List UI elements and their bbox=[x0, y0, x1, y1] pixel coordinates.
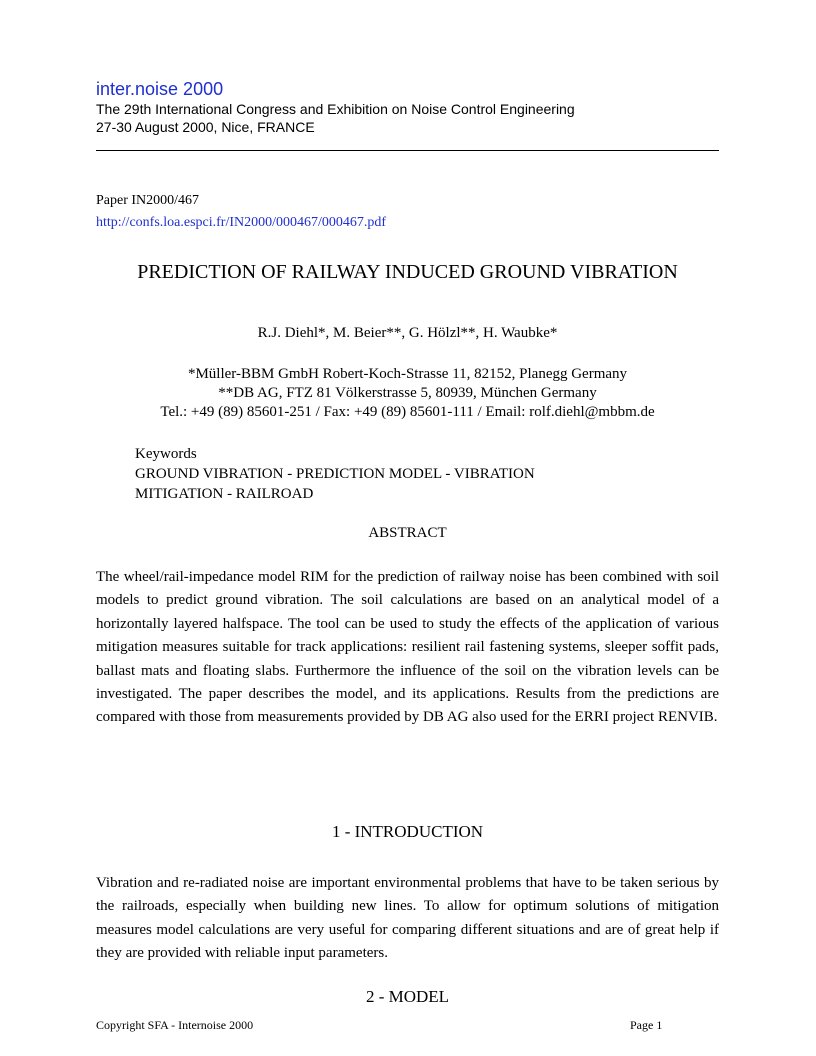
conference-name: inter.noise 2000 bbox=[96, 79, 224, 99]
paper-url-link[interactable]: http://confs.loa.espci.fr/IN2000/000467/000467.pdf bbox=[96, 215, 387, 230]
footer-page-number: Page 1 bbox=[630, 1018, 663, 1032]
introduction-heading: 1 - INTRODUCTION bbox=[331, 822, 484, 841]
keywords-line: GROUND VIBRATION - PREDICTION MODEL - VIBRATION bbox=[135, 466, 535, 482]
contact-line: Tel.: +49 (89) 85601-251 / Fax: +49 (89) 85601-111 / Email: rolf.diehl@mbbm.de bbox=[160, 404, 655, 420]
abstract-heading: ABSTRACT bbox=[368, 525, 447, 541]
keywords-line: MITIGATION - RAILROAD bbox=[135, 486, 314, 502]
author-list: R.J. Diehl*, M. Beier**, G. Hölzl**, H. Waubke* bbox=[257, 325, 558, 341]
affiliation-line: **DB AG, FTZ 81 Völkerstrasse 5, 80939, München Germany bbox=[218, 385, 597, 401]
introduction-paragraph: Vibration and re-radiated noise are important environmental problems that have to be taken serious by the railroads, especially when building new lines. To allow for optimum solutions of mitigation measures model calculations are very useful for comparing different situations and are of great help if they are provided with reliable input parameters. bbox=[96, 875, 719, 962]
abstract-paragraph: The wheel/rail-impedance model RIM for the prediction of railway noise has been combined with soil models to predict ground vibration. The soil calculations are based on an analytical model of a horizontally layered halfspace. The tool can be used to study the effects of the application of various mitigation measures suitable for track applications: resilient rail fastening systems, sleeper soffit pads, ballast mats and floating slabs. Furthermore the influence of the soil on the vibration levels can be investigated. The paper describes the model, and its applications. Results from the predictions are compared with those from measurements provided by DB AG also used for the ERRI project RENVIB. bbox=[96, 569, 719, 726]
conference-date-place: 27-30 August 2000, Nice, FRANCE bbox=[96, 119, 315, 135]
footer-copyright: Copyright SFA - Internoise 2000 bbox=[96, 1018, 254, 1032]
affiliation-line: *Müller-BBM GmbH Robert-Koch-Strasse 11, 82152, Planegg Germany bbox=[187, 366, 628, 382]
paper-id: Paper IN2000/467 bbox=[96, 193, 200, 208]
paper-title: PREDICTION OF RAILWAY INDUCED GROUND VIBRATION bbox=[137, 261, 678, 283]
conference-full-title: The 29th International Congress and Exhibition on Noise Control Engineering bbox=[96, 101, 575, 117]
keywords-label: Keywords bbox=[135, 446, 197, 462]
header-divider bbox=[96, 150, 719, 151]
model-heading: 2 - MODEL bbox=[365, 987, 450, 1006]
